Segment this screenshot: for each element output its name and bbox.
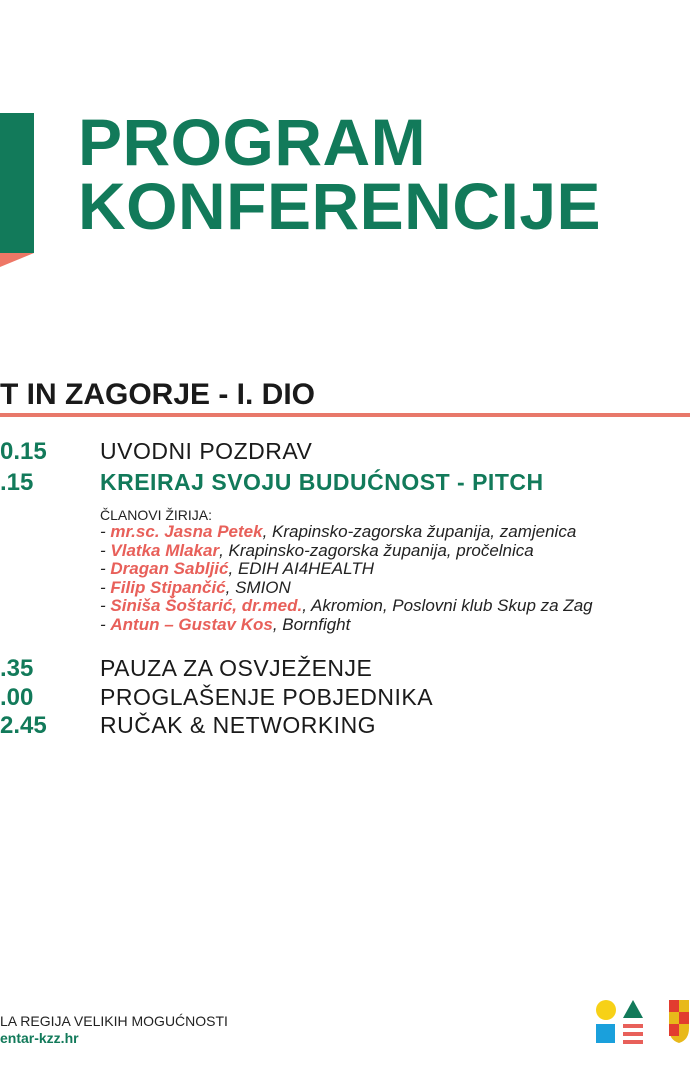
shapes-logo-icon (594, 998, 644, 1046)
section-divider (0, 413, 690, 417)
jury-member: - Siniša Šoštarić, dr.med., Akromion, Poslovni klub Skup za Zag (100, 596, 593, 616)
jury-member-role: , Krapinsko-zagorska županija, zamjenica (262, 522, 577, 541)
agenda-item-2: KREIRAJ SVOJU BUDUĆNOST - PITCH (100, 469, 544, 495)
agenda-item-5: RUČAK & NETWORKING (100, 712, 377, 738)
jury-member: - mr.sc. Jasna Petek, Krapinsko-zagorska županija, zamjenica (100, 522, 577, 541)
county-crest-icon (668, 998, 690, 1044)
jury-member: - Vlatka Mlakar, Krapinsko-zagorska županija, pročelnica (100, 540, 534, 560)
agenda-item-3: PAUZA ZA OSVJEŽENJE (100, 655, 373, 681)
jury-member-role: , Krapinsko-zagorska županija, pročelnica (219, 540, 534, 560)
jury-member: - Dragan Sabljić, EDIH AI4HEALTH (100, 559, 374, 579)
coral-accent-triangle (0, 253, 34, 267)
jury-member-role: , Akromion, Poslovni klub Skup za Zag (302, 596, 593, 616)
green-accent-block (0, 113, 34, 253)
agenda-item-4: PROGLAŠENJE POBJEDNIKA (100, 684, 434, 710)
jury-member-role: , SMION (225, 577, 291, 597)
jury-member-name: mr.sc. Jasna Petek (110, 522, 263, 541)
jury-label: ČLANOVI ŽIRIJA: (100, 507, 213, 523)
jury-member-name: Antun – Gustav Kos (110, 614, 273, 634)
time-slot-5: 2.45 (0, 712, 47, 739)
time-slot-2: .15 (0, 469, 34, 496)
jury-member-role: , EDIH AI4HEALTH (228, 559, 374, 579)
agenda-item-1: UVODNI POZDRAV (100, 438, 313, 464)
jury-member: - Antun – Gustav Kos, Bornfight (100, 614, 351, 634)
jury-list (100, 523, 593, 635)
footer-url: entar-kzz.hr (0, 1030, 79, 1046)
jury-member-name: Dragan Sabljić (110, 559, 229, 579)
section-heading: T IN ZAGORJE - I. DIO (0, 378, 316, 411)
jury-member-role: , Bornfight (272, 614, 351, 634)
page-title (78, 105, 602, 243)
jury-member-name: Filip Stipančić (110, 577, 226, 597)
title-line-2: KONFERENCIJE (78, 169, 602, 243)
footer-tagline: LA REGIJA VELIKIH MOGUĆNOSTI (0, 1013, 228, 1029)
jury-member: - Filip Stipančić, SMION (100, 577, 291, 597)
time-slot-4: .00 (0, 684, 34, 711)
time-slot-3: .35 (0, 655, 34, 682)
jury-member-name: Vlatka Mlakar (110, 540, 220, 560)
jury-member-name: Siniša Šoštarić, dr.med. (110, 596, 303, 616)
time-slot-1: 0.15 (0, 438, 47, 465)
title-line-1: PROGRAM (78, 105, 427, 179)
